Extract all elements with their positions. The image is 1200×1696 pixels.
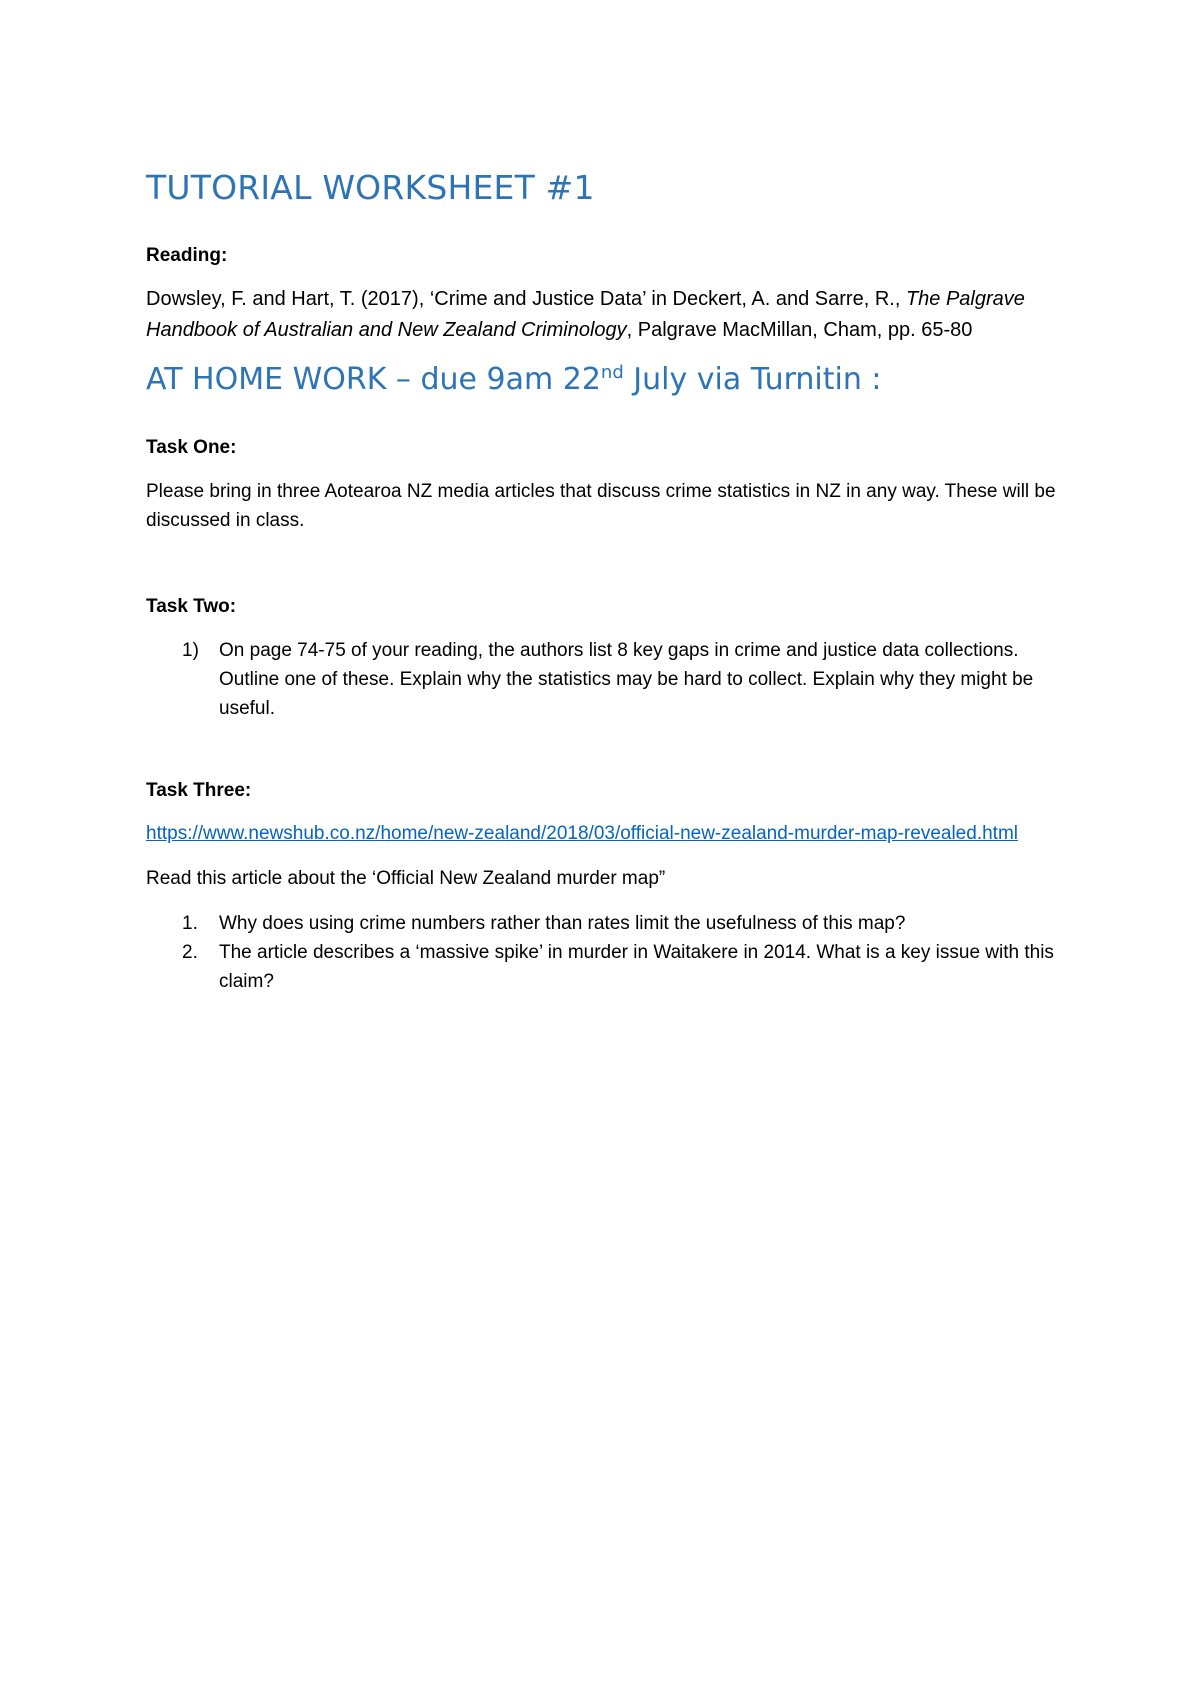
homework-heading-suffix: July via Turnitin : [623, 362, 882, 398]
list-item [146, 909, 1056, 938]
article-link-paragraph [146, 819, 1056, 848]
list-item-text: On page 74-75 of your reading, the authors list 8 key gaps in crime and justice data collections. Outline one of these. Explain why the statistics may be hard to collect. Explain why they might be useful. [219, 639, 1034, 719]
document-body [146, 168, 1056, 1012]
task-two-list [146, 636, 1056, 723]
page-title: TUTORIAL WORKSHEET #1 [146, 168, 595, 207]
task-three-label: Task Three: [146, 779, 252, 801]
spacer [146, 739, 1056, 779]
list-item-number: 2. [182, 942, 198, 964]
task-one-label: Task One: [146, 437, 237, 459]
list-item [146, 938, 1056, 996]
reading-label: Reading: [146, 244, 228, 266]
task-three-intro: Read this article about the ‘Official New Zealand murder map” [146, 868, 666, 890]
citation-authors: Dowsley, F. and Hart, T. (2017), ‘Crime and Justice Data’ in Deckert, A. and Sarre, R., [146, 288, 906, 311]
homework-heading-sup: nd [600, 362, 624, 384]
task-three-list [146, 909, 1056, 996]
citation-publisher: , Palgrave MacMillan, Cham, pp. 65-80 [626, 319, 973, 342]
homework-heading [146, 362, 1056, 398]
spacer [146, 551, 1056, 595]
list-item-number: 1. [182, 913, 198, 935]
homework-heading-prefix: AT HOME WORK – due 9am 22 [146, 362, 601, 398]
list-item-number: 1) [182, 639, 199, 661]
list-item-text: The article describes a ‘massive spike’ in murder in Waitakere in 2014. What is a key issue with this claim? [219, 942, 1054, 993]
list-item [146, 636, 1056, 723]
task-one-text: Please bring in three Aotearoa NZ media articles that discuss crime statistics in NZ in any way. These will be discussed in class. [146, 480, 1056, 531]
list-item-text: Why does using crime numbers rather than rates limit the usefulness of this map? [219, 913, 906, 935]
article-link[interactable]: https://www.newshub.co.nz/home/new-zealand/2018/03/official-new-zealand-murder-map-revealed.html [146, 823, 1018, 845]
reading-citation [146, 284, 1056, 346]
citation-book-title: The Palgrave Handbook of Australian and New Zealand Criminology [146, 288, 1025, 342]
task-two-label: Task Two: [146, 595, 237, 617]
